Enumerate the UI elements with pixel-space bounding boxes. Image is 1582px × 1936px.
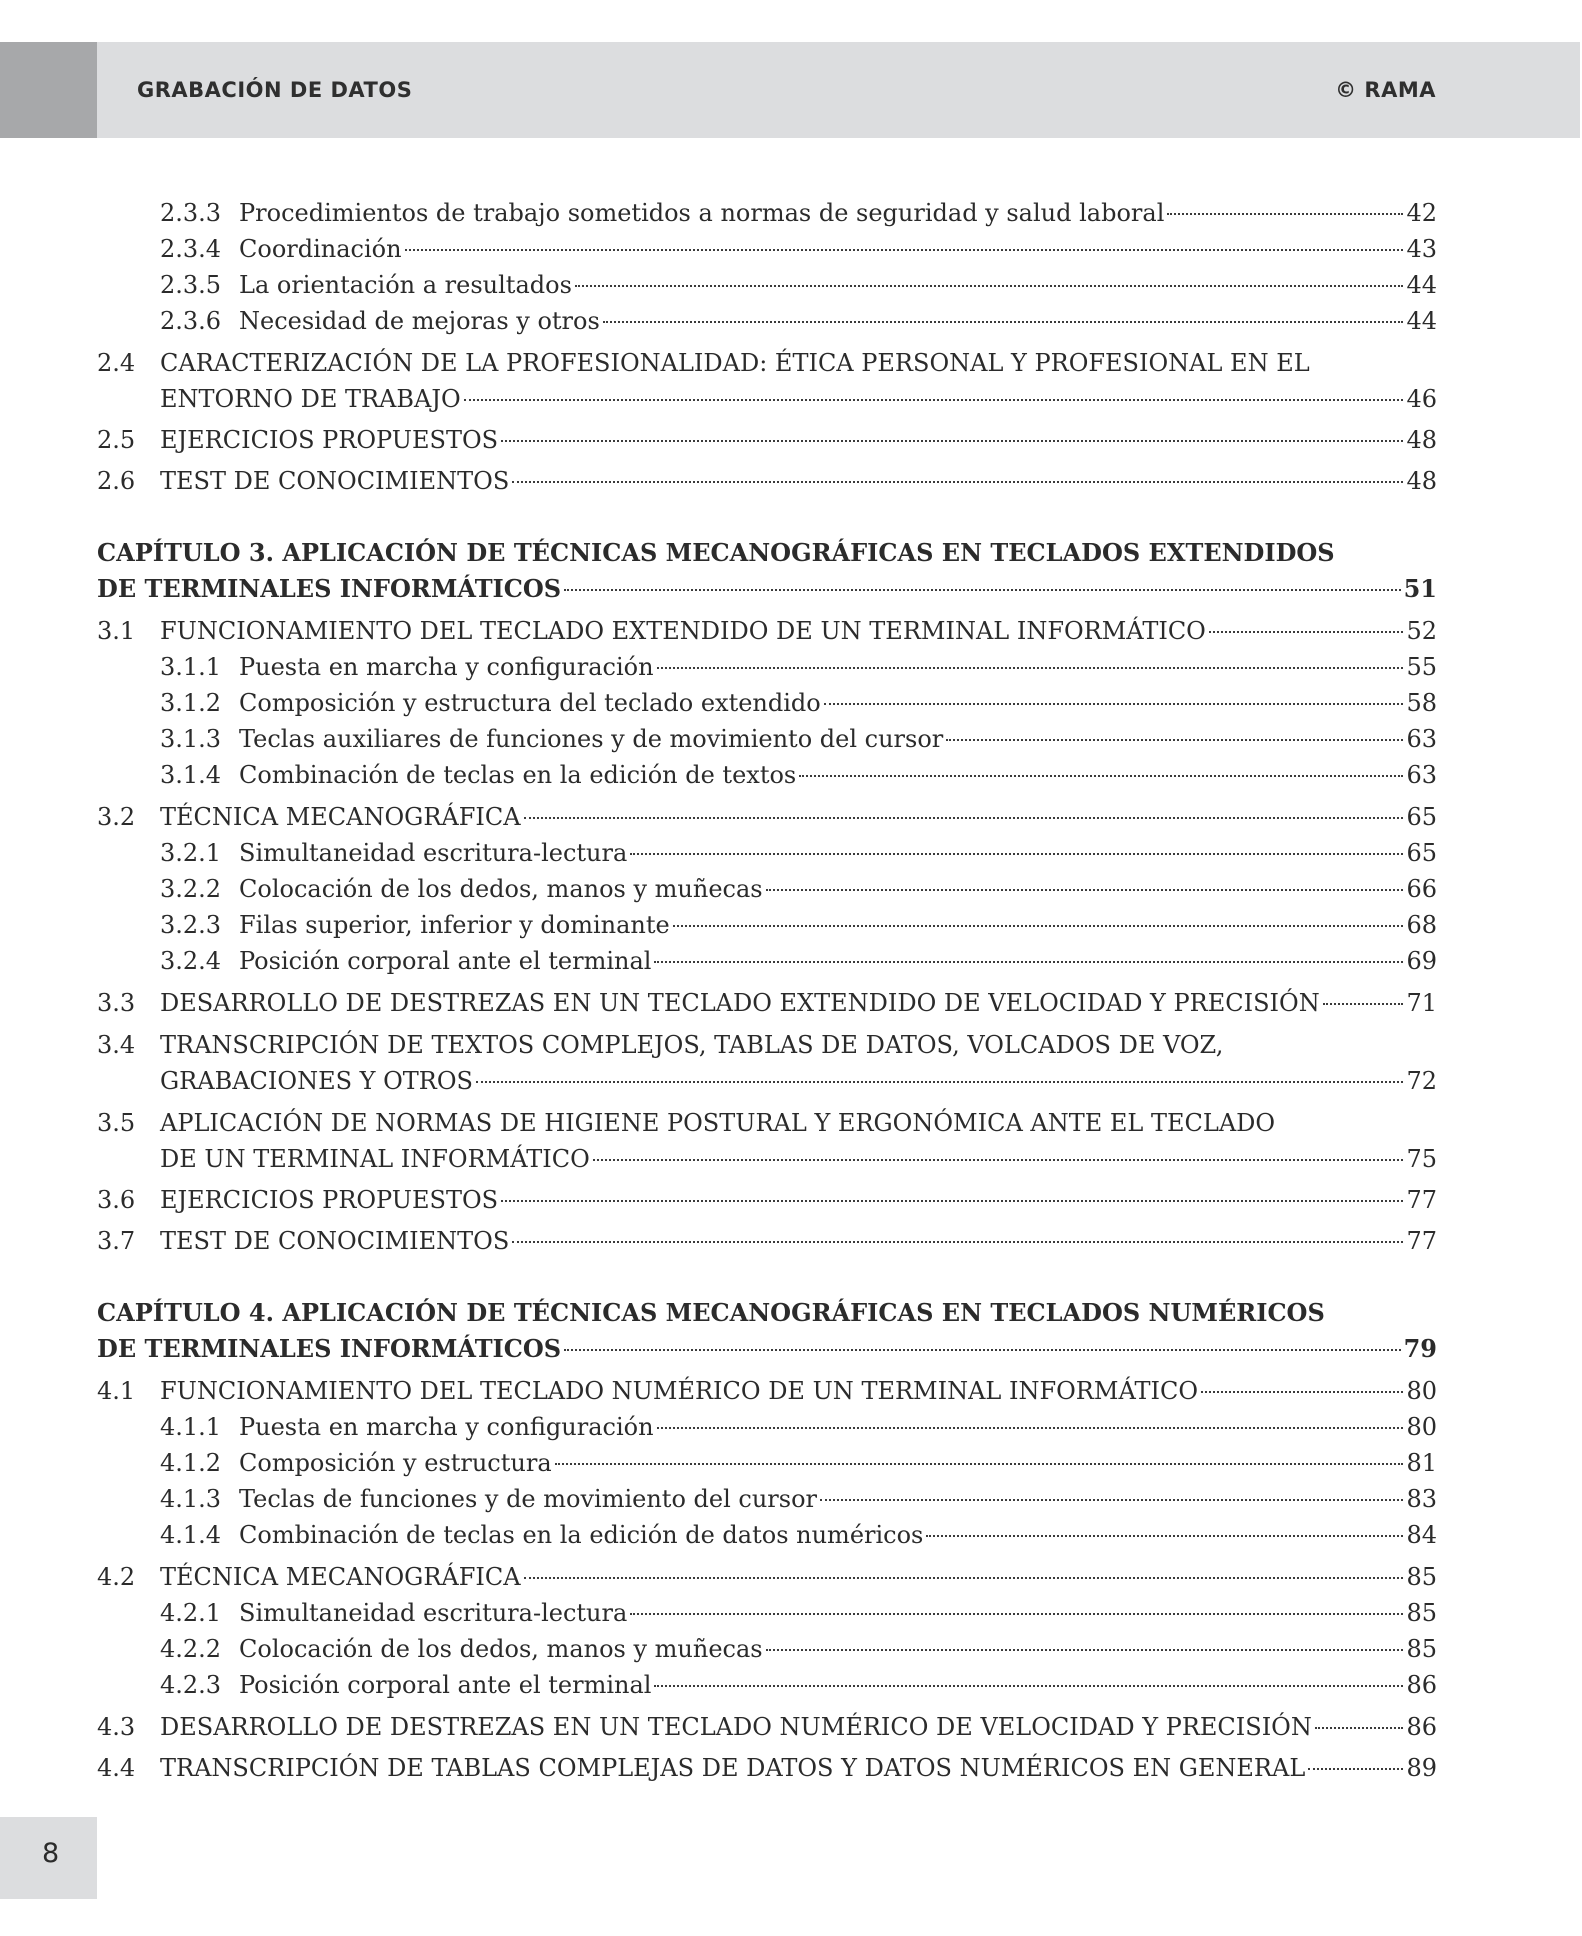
toc-entry[interactable] xyxy=(160,721,1437,757)
toc-entry-page: 63 xyxy=(1406,725,1437,753)
toc-entry-number: 3.1 xyxy=(97,617,136,645)
toc-leader-dots xyxy=(1167,213,1403,215)
toc-entry-page: 48 xyxy=(1406,467,1437,495)
toc-leader-dots xyxy=(926,1535,1403,1537)
toc-leader-dots xyxy=(799,775,1403,777)
toc-entry-label: Puesta en marcha y configuración xyxy=(239,1413,654,1441)
toc-entry[interactable] xyxy=(160,907,1437,943)
toc-entry[interactable] xyxy=(160,267,1437,303)
toc-entry[interactable] xyxy=(160,1517,1437,1553)
toc-entry-page: 85 xyxy=(1406,1599,1437,1627)
toc-entry-number: 3.2.1 xyxy=(160,839,222,867)
toc-entry-continuation[interactable] xyxy=(160,1141,1437,1177)
toc-entry-page: 85 xyxy=(1406,1563,1437,1591)
toc-entry-label: Combinación de teclas en la edición de textos xyxy=(239,761,797,789)
toc-entry-page: 80 xyxy=(1406,1413,1437,1441)
toc-entry-page: 80 xyxy=(1406,1377,1437,1405)
toc-entry[interactable] xyxy=(160,1631,1437,1667)
toc-entry[interactable] xyxy=(160,649,1437,685)
toc-entry-number: 3.1.1 xyxy=(160,653,222,681)
toc-entry-page: 42 xyxy=(1406,199,1437,227)
toc-entry-page: 77 xyxy=(1406,1227,1437,1255)
toc-leader-dots xyxy=(673,925,1404,927)
toc-entry-number: 3.2.2 xyxy=(160,875,222,903)
toc-entry-page: 63 xyxy=(1406,761,1437,789)
toc-entry-label: TÉCNICA MECANOGRÁFICA xyxy=(160,1563,521,1591)
toc-leader-dots xyxy=(512,481,1403,483)
toc-leader-dots xyxy=(564,589,1400,591)
toc-entry-label: Colocación de los dedos, manos y muñecas xyxy=(239,1635,763,1663)
toc-leader-dots xyxy=(1315,1727,1404,1729)
toc-entry-page: 86 xyxy=(1406,1671,1437,1699)
toc-entry[interactable] xyxy=(97,613,1437,649)
chapter-3-heading[interactable]: CAPÍTULO 3. APLICACIÓN DE TÉCNICAS MECANOGRÁFICAS EN TECLADOS EXTENDIDOS xyxy=(97,538,1335,567)
toc-entry-number: 2.5 xyxy=(97,426,136,454)
toc-leader-dots xyxy=(512,1241,1403,1243)
toc-entry-number: 4.4 xyxy=(97,1754,136,1782)
toc-entry-number: 4.2.2 xyxy=(160,1635,222,1663)
toc-leader-dots xyxy=(820,1499,1403,1501)
toc-entry-page: 55 xyxy=(1406,653,1437,681)
toc-entry[interactable] xyxy=(160,1445,1437,1481)
toc-entry[interactable] xyxy=(160,1481,1437,1517)
toc-entry[interactable] xyxy=(97,1750,1437,1786)
toc-entry-label: DE TERMINALES INFORMÁTICOS xyxy=(97,574,562,603)
toc-entry-page: 69 xyxy=(1406,947,1437,975)
toc-leader-dots xyxy=(603,321,1404,323)
toc-leader-dots xyxy=(654,1685,1403,1687)
toc-entry-label: Combinación de teclas en la edición de datos numéricos xyxy=(239,1521,924,1549)
toc-entry-number: 4.2.1 xyxy=(160,1599,222,1627)
toc-entry-label: Colocación de los dedos, manos y muñecas xyxy=(239,875,763,903)
toc-entry-label: Simultaneidad escritura-lectura xyxy=(239,839,628,867)
toc-entry-label: TEST DE CONOCIMIENTOS xyxy=(160,1227,510,1255)
toc-leader-dots xyxy=(593,1159,1404,1161)
toc-entry[interactable] xyxy=(97,799,1437,835)
toc-entry-continuation[interactable] xyxy=(160,1063,1437,1099)
toc-entry-number: 2.3.3 xyxy=(160,199,222,227)
toc-entry-page: 84 xyxy=(1406,1521,1437,1549)
toc-entry-label: Teclas de funciones y de movimiento del cursor xyxy=(239,1485,818,1513)
toc-entry[interactable] xyxy=(160,1667,1437,1703)
toc-entry-label: TÉCNICA MECANOGRÁFICA xyxy=(160,803,521,831)
toc-leader-dots xyxy=(555,1463,1404,1465)
toc-entry-label: Filas superior, inferior y dominante xyxy=(239,911,670,939)
toc-entry-number: 3.2.4 xyxy=(160,947,222,975)
toc-entry-number: 3.7 xyxy=(97,1227,136,1255)
toc-entry-number: 4.2 xyxy=(97,1563,136,1591)
chapter-3-heading-continuation[interactable] xyxy=(97,571,1437,607)
toc-entry-label: DE TERMINALES INFORMÁTICOS xyxy=(97,1334,562,1363)
toc-entry-page: 44 xyxy=(1406,307,1437,335)
toc-entry[interactable] xyxy=(97,1182,1437,1218)
running-header-title: GRABACIÓN DE DATOS xyxy=(137,78,413,102)
toc-leader-dots xyxy=(524,1577,1404,1579)
toc-entry-number: 3.1.4 xyxy=(160,761,222,789)
toc-entry-number: 3.1.2 xyxy=(160,689,222,717)
toc-entry-number: 3.2 xyxy=(97,803,136,831)
toc-entry-label: Teclas auxiliares de funciones y de movimiento del cursor xyxy=(239,725,944,753)
toc-entry-number: 4.1 xyxy=(97,1377,136,1405)
toc-entry-label: Composición y estructura del teclado extendido xyxy=(239,689,821,717)
toc-entry-label: CARACTERIZACIÓN DE LA PROFESIONALIDAD: ÉTICA PERSONAL Y PROFESIONAL EN EL xyxy=(160,349,1310,377)
toc-entry-number: 3.1.3 xyxy=(160,725,222,753)
toc-entry-page: 86 xyxy=(1406,1713,1437,1741)
toc-entry-label: Procedimientos de trabajo sometidos a normas de seguridad y salud laboral xyxy=(239,199,1165,227)
toc-entry-number: 2.6 xyxy=(97,467,136,495)
toc-entry-page: 46 xyxy=(1406,385,1437,413)
toc-entry-number: 4.2.3 xyxy=(160,1671,222,1699)
toc-entry-page: 65 xyxy=(1406,839,1437,867)
toc-entry[interactable] xyxy=(97,463,1437,499)
toc-entry-label: TRANSCRIPCIÓN DE TABLAS COMPLEJAS DE DATOS Y DATOS NUMÉRICOS EN GENERAL xyxy=(160,1754,1306,1782)
toc-entry[interactable] xyxy=(97,1559,1437,1595)
toc-entry-number: 3.6 xyxy=(97,1186,136,1214)
toc-entry[interactable] xyxy=(160,943,1437,979)
toc-entry[interactable] xyxy=(97,1373,1437,1409)
toc-leader-dots xyxy=(766,889,1404,891)
toc-leader-dots xyxy=(1323,1003,1404,1005)
toc-leader-dots xyxy=(630,853,1403,855)
toc-leader-dots xyxy=(630,1613,1403,1615)
toc-entry[interactable] xyxy=(160,757,1437,793)
toc-entry[interactable] xyxy=(160,835,1437,871)
chapter-4-heading[interactable]: CAPÍTULO 4. APLICACIÓN DE TÉCNICAS MECANOGRÁFICAS EN TECLADOS NUMÉRICOS xyxy=(97,1298,1325,1327)
toc-entry-number: 3.3 xyxy=(97,989,136,1017)
toc-entry-label: FUNCIONAMIENTO DEL TECLADO EXTENDIDO DE UN TERMINAL INFORMÁTICO xyxy=(160,617,1206,645)
toc-entry-first-line[interactable] xyxy=(97,1105,1275,1141)
toc-entry-number: 4.1.3 xyxy=(160,1485,222,1513)
toc-entry-page: 51 xyxy=(1403,574,1437,603)
toc-entry-label: EJERCICIOS PROPUESTOS xyxy=(160,426,499,454)
running-header-publisher: © RAMA xyxy=(1335,78,1436,102)
toc-entry-page: 83 xyxy=(1406,1485,1437,1513)
toc-entry-number: 3.5 xyxy=(97,1109,136,1137)
toc-leader-dots xyxy=(766,1649,1404,1651)
toc-entry-page: 89 xyxy=(1406,1754,1437,1782)
toc-entry-number: 2.3.4 xyxy=(160,235,222,263)
toc-entry-number: 3.4 xyxy=(97,1031,136,1059)
toc-entry-label: Simultaneidad escritura-lectura xyxy=(239,1599,628,1627)
toc-entry-page: 43 xyxy=(1406,235,1437,263)
toc-entry-page: 77 xyxy=(1406,1186,1437,1214)
toc-entry-first-line[interactable] xyxy=(97,1027,1223,1063)
toc-entry-label: Posición corporal ante el terminal xyxy=(239,1671,652,1699)
toc-entry-label: TRANSCRIPCIÓN DE TEXTOS COMPLEJOS, TABLAS DE DATOS, VOLCADOS DE VOZ, xyxy=(160,1031,1224,1059)
toc-entry-number: 2.4 xyxy=(97,349,136,377)
toc-entry-label: DE UN TERMINAL INFORMÁTICO xyxy=(160,1145,590,1173)
toc-leader-dots xyxy=(946,739,1403,741)
toc-entry-label: TEST DE CONOCIMIENTOS xyxy=(160,467,510,495)
toc-entry-number: 2.3.6 xyxy=(160,307,222,335)
toc-entry[interactable] xyxy=(160,231,1437,267)
toc-leader-dots xyxy=(657,667,1404,669)
toc-entry-label: ENTORNO DE TRABAJO xyxy=(160,385,461,413)
toc-leader-dots xyxy=(575,285,1404,287)
toc-entry[interactable] xyxy=(160,1595,1437,1631)
page-number: 8 xyxy=(42,1838,60,1869)
toc-entry-page: 75 xyxy=(1406,1145,1437,1173)
toc-entry-page: 52 xyxy=(1406,617,1437,645)
toc-entry-continuation[interactable] xyxy=(160,381,1437,417)
toc-leader-dots xyxy=(405,249,1404,251)
toc-entry-page: 65 xyxy=(1406,803,1437,831)
toc-leader-dots xyxy=(654,961,1403,963)
toc-entry-page: 81 xyxy=(1406,1449,1437,1477)
toc-entry-page: 58 xyxy=(1406,689,1437,717)
toc-entry-label: EJERCICIOS PROPUESTOS xyxy=(160,1186,499,1214)
toc-entry[interactable] xyxy=(160,303,1437,339)
toc-entry-number: 3.2.3 xyxy=(160,911,222,939)
toc-leader-dots xyxy=(824,703,1404,705)
toc-entry-page: 85 xyxy=(1406,1635,1437,1663)
toc-entry[interactable] xyxy=(97,985,1437,1021)
toc-leader-dots xyxy=(564,1349,1400,1351)
toc-entry-label: Posición corporal ante el terminal xyxy=(239,947,652,975)
toc-entry-number: 4.3 xyxy=(97,1713,136,1741)
toc-entry[interactable] xyxy=(160,685,1437,721)
toc-entry-label: Puesta en marcha y configuración xyxy=(239,653,654,681)
toc-entry-page: 44 xyxy=(1406,271,1437,299)
toc-leader-dots xyxy=(501,1200,1403,1202)
toc-entry[interactable] xyxy=(160,871,1437,907)
toc-entry-page: 66 xyxy=(1406,875,1437,903)
toc-leader-dots xyxy=(464,399,1404,401)
toc-entry-first-line[interactable] xyxy=(97,345,1310,381)
toc-leader-dots xyxy=(524,817,1404,819)
toc-entry[interactable] xyxy=(160,195,1437,231)
toc-entry[interactable] xyxy=(97,1223,1437,1259)
toc-entry-label: DESARROLLO DE DESTREZAS EN UN TECLADO EXTENDIDO DE VELOCIDAD Y PRECISIÓN xyxy=(160,989,1320,1017)
toc-entry-number: 4.1.1 xyxy=(160,1413,222,1441)
toc-leader-dots xyxy=(1308,1768,1403,1770)
toc-leader-dots xyxy=(657,1427,1404,1429)
toc-entry[interactable] xyxy=(97,1709,1437,1745)
toc-entry-page: 48 xyxy=(1406,426,1437,454)
toc-entry-number: 4.1.4 xyxy=(160,1521,222,1549)
toc-entry-label: La orientación a resultados xyxy=(239,271,572,299)
toc-entry-page: 72 xyxy=(1406,1067,1437,1095)
toc-entry-page: 68 xyxy=(1406,911,1437,939)
toc-entry-label: DESARROLLO DE DESTREZAS EN UN TECLADO NUMÉRICO DE VELOCIDAD Y PRECISIÓN xyxy=(160,1713,1312,1741)
toc-entry[interactable] xyxy=(160,1409,1437,1445)
chapter-4-heading-continuation[interactable] xyxy=(97,1331,1437,1367)
toc-entry[interactable] xyxy=(97,422,1437,458)
toc-entry-label: APLICACIÓN DE NORMAS DE HIGIENE POSTURAL Y ERGONÓMICA ANTE EL TECLADO xyxy=(160,1109,1276,1137)
toc-leader-dots xyxy=(1201,1391,1403,1393)
toc-leader-dots xyxy=(1209,631,1404,633)
toc-entry-label: GRABACIONES Y OTROS xyxy=(160,1067,473,1095)
toc-entry-label: Composición y estructura xyxy=(239,1449,552,1477)
toc-entry-label: Coordinación xyxy=(239,235,402,263)
toc-leader-dots xyxy=(501,440,1403,442)
toc-entry-page: 79 xyxy=(1403,1334,1437,1363)
toc-entry-label: Necesidad de mejoras y otros xyxy=(239,307,600,335)
toc-entry-page: 71 xyxy=(1406,989,1437,1017)
toc-entry-number: 2.3.5 xyxy=(160,271,222,299)
toc-leader-dots xyxy=(476,1081,1403,1083)
toc-entry-label: FUNCIONAMIENTO DEL TECLADO NUMÉRICO DE UN TERMINAL INFORMÁTICO xyxy=(160,1377,1198,1405)
toc-entry-number: 4.1.2 xyxy=(160,1449,222,1477)
